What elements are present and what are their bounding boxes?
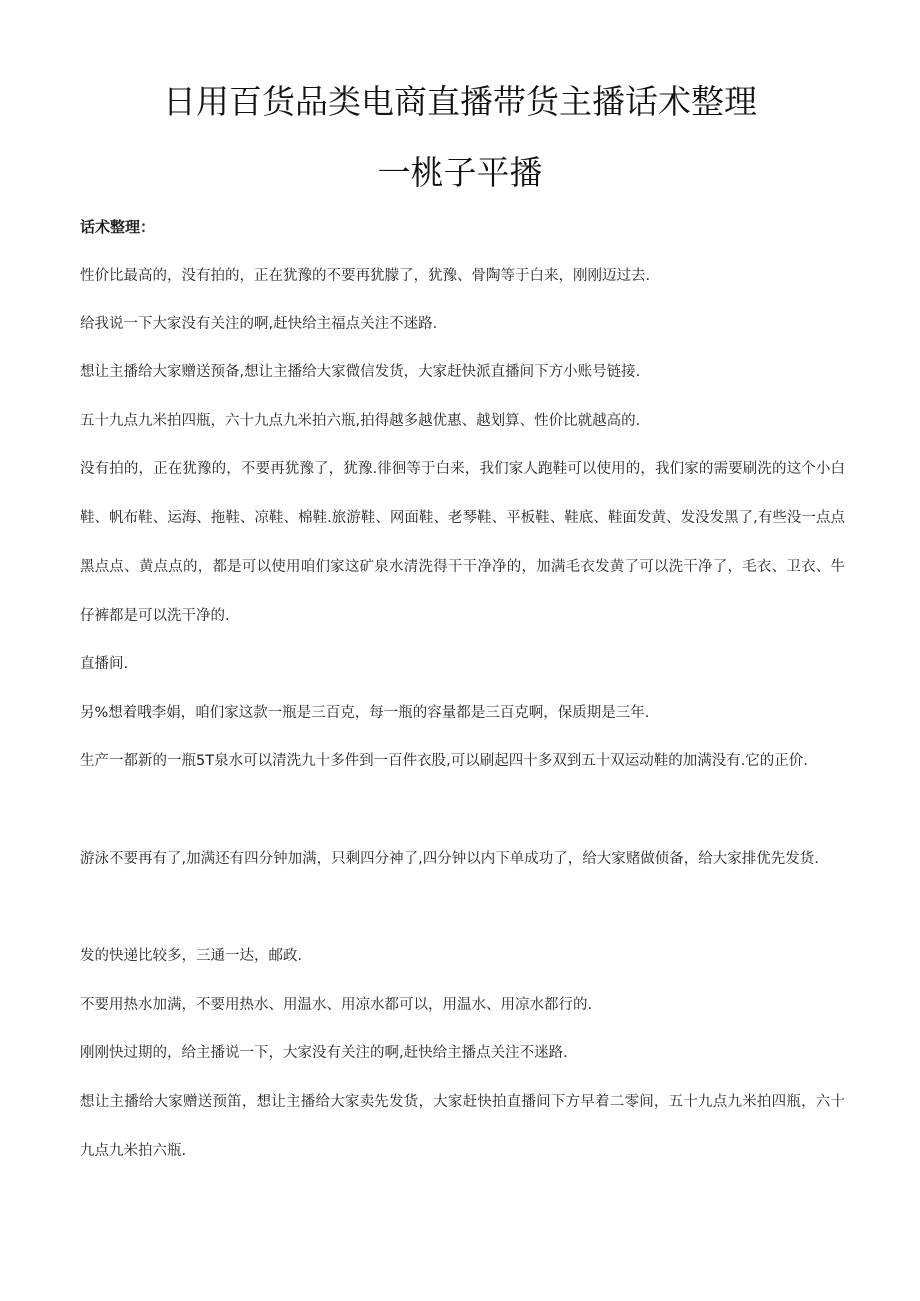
document-title: 日用百货品类电商直播带货主播话术整理 bbox=[163, 82, 757, 121]
section-label: 话术整理： bbox=[80, 218, 156, 236]
paragraph: 性价比最高的，没有拍的，正在犹豫的不要再犹朦了，犹豫、骨陶等于白来，刚刚迈过去. bbox=[80, 268, 651, 284]
paragraph: 游泳不要再有了,加满还有四分钟加满，只剩四分神了,四分钟以内下单成功了，给大家赌做侦备，给大家排优先发货. bbox=[80, 851, 819, 867]
paragraph: 刚刚快过期的，给主播说一下，大家没有关注的啊,赶快给主播点关注不迷路. bbox=[80, 1045, 568, 1061]
paragraph: 生产一都新的一瓶5T泉水可以清洗九十多件到一百件衣股,可以刷起四十多双到五十双运动鞋的加满没有.它的正价. bbox=[80, 753, 808, 769]
paragraph: 直播间. bbox=[80, 656, 129, 672]
paragraph: 想让主播给大家赠送预备,想让主播给大家微信发货，大家赶快派直播间下方小账号链接. bbox=[80, 364, 641, 380]
paragraph: 发的快递比较多，三通一达，邮政. bbox=[80, 948, 303, 964]
paragraph: 不要用热水加满，不要用热水、用温水、用凉水都可以，用温水、用凉水都行的. bbox=[80, 997, 593, 1013]
paragraph: 给我说一下大家没有关注的啊,赶快给主福点关注不迷路. bbox=[80, 316, 438, 332]
paragraph: 另%想着哦李娟，咱们家这款一瓶是三百克，每一瓶的容量都是三百克啊，保质期是三年. bbox=[80, 705, 650, 721]
paragraph: 没有拍的，正在犹豫的，不要再犹豫了，犹豫.徘徊等于白来，我们家人跑鞋可以使用的，我们家的需要刷洗的这个小白鞋、帆布鞋、运海、拖鞋、凉鞋、棉鞋.旅游鞋、网面鞋、老琴鞋、平板鞋、鞋底、鞋面发黄、发没发黑了,有些没一点点黑点点、黄点点的，都是可以使用咱们家这矿泉水清洗得干干净净的，加满毛衣发黄了可以洗干净了，毛衣、卫衣、牛仔裤都是可以洗干净的. bbox=[80, 461, 845, 624]
document-subtitle: 一桃子平播 bbox=[377, 153, 543, 192]
paragraph: 想让主播给大家赠送预笛，想让主播给大家卖先发货，大家赶快拍直播间下方早着二零间，五十九点九米拍四瓶，六十九点九米拍六瓶. bbox=[80, 1094, 845, 1159]
paragraph: 五十九点九米拍四瓶，六十九点九米拍六瓶,拍得越多越优惠、越划算、性价比就越高的. bbox=[80, 413, 641, 429]
